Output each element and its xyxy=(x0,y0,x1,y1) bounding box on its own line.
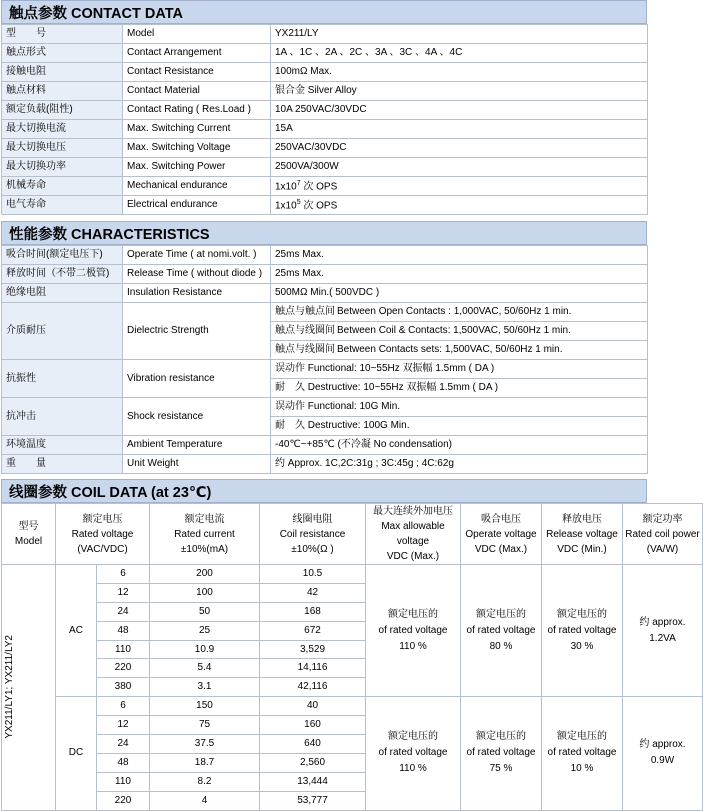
header-unit: ±10%(Ω ) xyxy=(291,543,334,555)
row-cn-label: 重 量 xyxy=(2,455,123,474)
row-value: 2500VA/300W xyxy=(271,158,648,177)
row-cn-label: 最大切换功率 xyxy=(2,158,123,177)
rated-voltage-cell: 24 xyxy=(97,735,150,754)
row-cn-label: 绝缘电阻 xyxy=(2,284,123,303)
row-cn-label: 抗振性 xyxy=(2,360,123,398)
operate-voltage-cell xyxy=(461,565,542,697)
row-en-label: Contact Rating ( Res.Load ) xyxy=(123,101,271,120)
rated-current-cell: 25 xyxy=(150,621,260,640)
row-value: -40℃~+85℃ (不冷凝 No condensation) xyxy=(271,436,648,455)
sub-value: Between Contacts sets: 1,500VAC, 50/60Hz 1 min. xyxy=(337,344,563,355)
coil-resistance-cell: 53,777 xyxy=(260,791,366,810)
row-cn-label: 电气寿命 xyxy=(2,196,123,215)
coil-table-row xyxy=(2,697,703,716)
pct-en: of rated voltage xyxy=(378,747,448,759)
coil-resistance-cell: 640 xyxy=(260,735,366,754)
coil-resistance-cell: 2,560 xyxy=(260,753,366,772)
row-value: 耐 久 Destructive: 10~55Hz 双振幅 1.5mm ( DA ) xyxy=(271,379,648,398)
pct-cn: 额定电压的 xyxy=(557,608,607,620)
characteristics-header: 性能参数 CHARACTERISTICS xyxy=(1,221,647,245)
header-unit: VDC (Min.) xyxy=(557,543,607,555)
header-en: Model xyxy=(14,536,43,547)
release-voltage-cell xyxy=(542,565,623,697)
rated-current-cell: 100 xyxy=(150,583,260,602)
model-label: YX211/LY1; YX211/LY2 xyxy=(4,635,15,740)
row-en-label: Max. Switching Voltage xyxy=(123,139,271,158)
pct-cn: 额定电压的 xyxy=(388,608,438,620)
coil-table-row xyxy=(2,565,703,584)
coil-resistance-cell: 42 xyxy=(260,583,366,602)
rated-voltage-cell: 12 xyxy=(97,716,150,735)
header-cn: 释放电压 xyxy=(562,513,602,525)
row-en-label: Model xyxy=(123,25,271,44)
coil-resistance-cell: 14,116 xyxy=(260,659,366,678)
header-cn: 最大连续外加电压 xyxy=(373,506,453,517)
row-value: 银合金 Silver Alloy xyxy=(271,82,648,101)
row-value: 100mΩ Max. xyxy=(271,63,648,82)
rated-voltage-cell: 220 xyxy=(97,659,150,678)
col-header-coil-power xyxy=(623,504,703,565)
coil-resistance-cell: 3,529 xyxy=(260,640,366,659)
pct-en: of rated voltage xyxy=(466,747,536,759)
contact-row xyxy=(2,158,648,177)
row-en-label: Shock resistance xyxy=(123,398,271,436)
electrical-endurance-row xyxy=(2,196,648,215)
row-cn-label: 机械寿命 xyxy=(2,177,123,196)
header-en: Rated coil power xyxy=(625,528,700,540)
pct-value: 30 % xyxy=(570,640,594,652)
power-approx: 约 approx. xyxy=(639,616,686,628)
header-en: Rated voltage xyxy=(71,528,134,540)
rated-voltage-cell: 380 xyxy=(97,678,150,697)
release-voltage-cell xyxy=(542,697,623,810)
rated-current-cell: 50 xyxy=(150,602,260,621)
sub-value: Between Coil & Contacts: 1,500VAC, 50/60Hz 1 min. xyxy=(337,325,571,336)
contact-row xyxy=(2,120,648,139)
header-cn: 额定电流 xyxy=(184,513,225,525)
row-en-label: Mechanical endurance xyxy=(123,177,271,196)
row-value: 耐 久 Destructive: 100G Min. xyxy=(271,417,648,436)
coil-header-row xyxy=(2,504,703,565)
row-value: 误动作 Functional: 10~55Hz 双振幅 1.5mm ( DA ) xyxy=(271,360,648,379)
pct-value: 110 % xyxy=(399,763,427,775)
power-value: 1.2VA xyxy=(649,632,676,644)
row-value xyxy=(271,341,648,360)
row-cn-label: 介质耐压 xyxy=(2,303,123,360)
row-value: 15A xyxy=(271,120,648,139)
row-value xyxy=(271,322,648,341)
rated-voltage-cell: 12 xyxy=(97,583,150,602)
coil-data-table xyxy=(1,503,703,811)
rated-voltage-cell: 48 xyxy=(97,753,150,772)
header-en: Max allowable voltage xyxy=(381,521,445,547)
contact-row xyxy=(2,63,648,82)
coil-resistance-cell: 168 xyxy=(260,602,366,621)
rated-voltage-cell: 6 xyxy=(97,697,150,716)
header-cn: 型号 xyxy=(18,521,39,532)
pct-en: of rated voltage xyxy=(547,747,617,759)
operate-time-row xyxy=(2,246,648,265)
pct-value: 110 % xyxy=(399,640,427,652)
contact-data-table xyxy=(1,24,648,215)
power-value: 0.9W xyxy=(650,755,675,767)
header-unit: ±10%(mA) xyxy=(180,543,229,555)
row-en-label: Insulation Resistance xyxy=(123,284,271,303)
row-cn-label: 接触电阻 xyxy=(2,63,123,82)
operate-voltage-cell xyxy=(461,697,542,810)
pct-en: of rated voltage xyxy=(378,624,448,636)
col-header-rated-voltage xyxy=(56,504,150,565)
vibration-row xyxy=(2,360,648,379)
rated-voltage-cell: 24 xyxy=(97,602,150,621)
header-cn: 额定功率 xyxy=(642,513,683,525)
row-cn-label: 释放时间（不带二极管) xyxy=(2,265,123,284)
row-cn-label: 触点形式 xyxy=(2,44,123,63)
value-base: 1x10 xyxy=(275,200,297,212)
col-header-operate-voltage xyxy=(461,504,542,565)
pct-en: of rated voltage xyxy=(547,624,617,636)
pct-en: of rated voltage xyxy=(466,624,536,636)
contact-data-header: 触点参数 CONTACT DATA xyxy=(1,0,647,24)
header-en: Operate voltage xyxy=(465,528,537,540)
type-cell-ac: AC xyxy=(56,565,97,697)
row-en-label: Dielectric Strength xyxy=(123,303,271,360)
value-exponent: 7 xyxy=(296,180,301,188)
value-unit: 次 OPS xyxy=(300,200,338,212)
rated-current-cell: 200 xyxy=(150,565,260,584)
coil-resistance-cell: 160 xyxy=(260,716,366,735)
header-en: Release voltage xyxy=(546,528,618,540)
pct-value: 10 % xyxy=(570,763,594,775)
row-cn-label: 环境温度 xyxy=(2,436,123,455)
ambient-row xyxy=(2,436,648,455)
coil-resistance-cell: 10.5 xyxy=(260,565,366,584)
rated-current-cell: 10.9 xyxy=(150,640,260,659)
row-cn-label: 触点材料 xyxy=(2,82,123,101)
row-value: 约 Approx. 1C,2C:31g ; 3C:45g ; 4C:62g xyxy=(271,455,648,474)
contact-row xyxy=(2,25,648,44)
header-cn: 线圈电阻 xyxy=(292,513,333,525)
row-value: 25ms Max. xyxy=(271,265,648,284)
row-en-label: Electrical endurance xyxy=(123,196,271,215)
max-voltage-cell xyxy=(366,697,461,810)
value-exponent: 5 xyxy=(296,199,301,207)
coil-data-header: 线圈参数 COIL DATA (at 23℃) xyxy=(1,479,647,503)
rated-current-cell: 4 xyxy=(150,791,260,810)
contact-row xyxy=(2,139,648,158)
sub-label: 触点与线圈间 xyxy=(275,325,335,336)
row-value: 500MΩ Min.( 500VDC ) xyxy=(271,284,648,303)
row-cn-label: 抗冲击 xyxy=(2,398,123,436)
row-value xyxy=(271,303,648,322)
contact-row xyxy=(2,101,648,120)
row-cn-label: 最大切换电压 xyxy=(2,139,123,158)
col-header-model xyxy=(2,504,56,565)
coil-resistance-cell: 13,444 xyxy=(260,772,366,791)
rated-current-cell: 18.7 xyxy=(150,753,260,772)
value-unit: 次 OPS xyxy=(300,181,338,193)
coil-resistance-cell: 672 xyxy=(260,621,366,640)
pct-cn: 额定电压的 xyxy=(476,608,526,620)
rated-current-cell: 75 xyxy=(150,716,260,735)
header-en: Rated current xyxy=(174,528,235,540)
pct-cn: 额定电压的 xyxy=(557,731,607,743)
coil-power-cell xyxy=(623,697,703,810)
row-value: 1A 、1C 、2A 、2C 、3A 、3C 、4A 、4C xyxy=(271,44,648,63)
pct-cn: 额定电压的 xyxy=(388,731,438,743)
shock-row xyxy=(2,398,648,417)
contact-row xyxy=(2,44,648,63)
row-en-label: Contact Resistance xyxy=(123,63,271,82)
col-header-max-voltage xyxy=(366,504,461,565)
header-unit: VDC (Max.) xyxy=(386,551,440,562)
header-en: Coil resistance xyxy=(279,528,346,540)
header-unit: (VAC/VDC) xyxy=(77,543,128,555)
max-voltage-cell xyxy=(366,565,461,697)
rated-current-cell: 150 xyxy=(150,697,260,716)
row-en-label: Contact Material xyxy=(123,82,271,101)
weight-row xyxy=(2,455,648,474)
row-en-label: Vibration resistance xyxy=(123,360,271,398)
type-cell-dc: DC xyxy=(56,697,97,810)
rated-voltage-cell: 110 xyxy=(97,772,150,791)
row-en-label: Max. Switching Current xyxy=(123,120,271,139)
characteristics-table xyxy=(1,245,648,474)
rated-voltage-cell: 6 xyxy=(97,565,150,584)
rated-voltage-cell: 220 xyxy=(97,791,150,810)
release-time-row xyxy=(2,265,648,284)
value-base: 1x10 xyxy=(275,181,297,193)
row-en-label: Max. Switching Power xyxy=(123,158,271,177)
coil-power-cell xyxy=(623,565,703,697)
coil-resistance-cell: 40 xyxy=(260,697,366,716)
header-unit: (VA/W) xyxy=(646,543,679,555)
coil-resistance-cell: 42,116 xyxy=(260,678,366,697)
row-cn-label: 吸合时间(额定电压下) xyxy=(2,246,123,265)
rated-voltage-cell: 48 xyxy=(97,621,150,640)
row-en-label: Unit Weight xyxy=(123,455,271,474)
dielectric-row xyxy=(2,303,648,322)
pct-value: 80 % xyxy=(489,640,513,652)
row-en-label: Ambient Temperature xyxy=(123,436,271,455)
row-value: 10A 250VAC/30VDC xyxy=(271,101,648,120)
header-cn: 吸合电压 xyxy=(481,513,521,525)
rated-current-cell: 8.2 xyxy=(150,772,260,791)
header-unit: VDC (Max.) xyxy=(474,543,528,555)
contact-row xyxy=(2,82,648,101)
mechanical-endurance-row xyxy=(2,177,648,196)
row-en-label: Release Time ( without diode ) xyxy=(123,265,271,284)
model-cell xyxy=(2,565,56,811)
col-header-rated-current xyxy=(150,504,260,565)
row-value: YX211/LY xyxy=(271,25,648,44)
rated-current-cell: 5.4 xyxy=(150,659,260,678)
row-value xyxy=(271,177,648,196)
col-header-release-voltage xyxy=(542,504,623,565)
power-approx: 约 approx. xyxy=(639,739,686,751)
row-value: 误动作 Functional: 10G Min. xyxy=(271,398,648,417)
row-value: 25ms Max. xyxy=(271,246,648,265)
row-value xyxy=(271,196,648,215)
row-en-label: Contact Arrangement xyxy=(123,44,271,63)
row-en-label: Operate Time ( at nomi.volt. ) xyxy=(123,246,271,265)
col-header-coil-resistance xyxy=(260,504,366,565)
sub-label: 触点与触点间 xyxy=(275,306,335,317)
rated-voltage-cell: 110 xyxy=(97,640,150,659)
sub-label: 触点与线圈间 xyxy=(275,344,335,355)
sub-value: Between Open Contacts : 1,000VAC, 50/60Hz 1 min. xyxy=(337,306,572,317)
insulation-row xyxy=(2,284,648,303)
rated-current-cell: 3.1 xyxy=(150,678,260,697)
pct-value: 75 % xyxy=(489,763,513,775)
rated-current-cell: 37.5 xyxy=(150,735,260,754)
pct-cn: 额定电压的 xyxy=(476,731,526,743)
row-cn-label: 最大切换电流 xyxy=(2,120,123,139)
row-cn-label: 额定负载(阻性) xyxy=(2,101,123,120)
header-cn: 额定电压 xyxy=(82,513,123,525)
row-cn-label: 型 号 xyxy=(2,25,123,44)
row-value: 250VAC/30VDC xyxy=(271,139,648,158)
